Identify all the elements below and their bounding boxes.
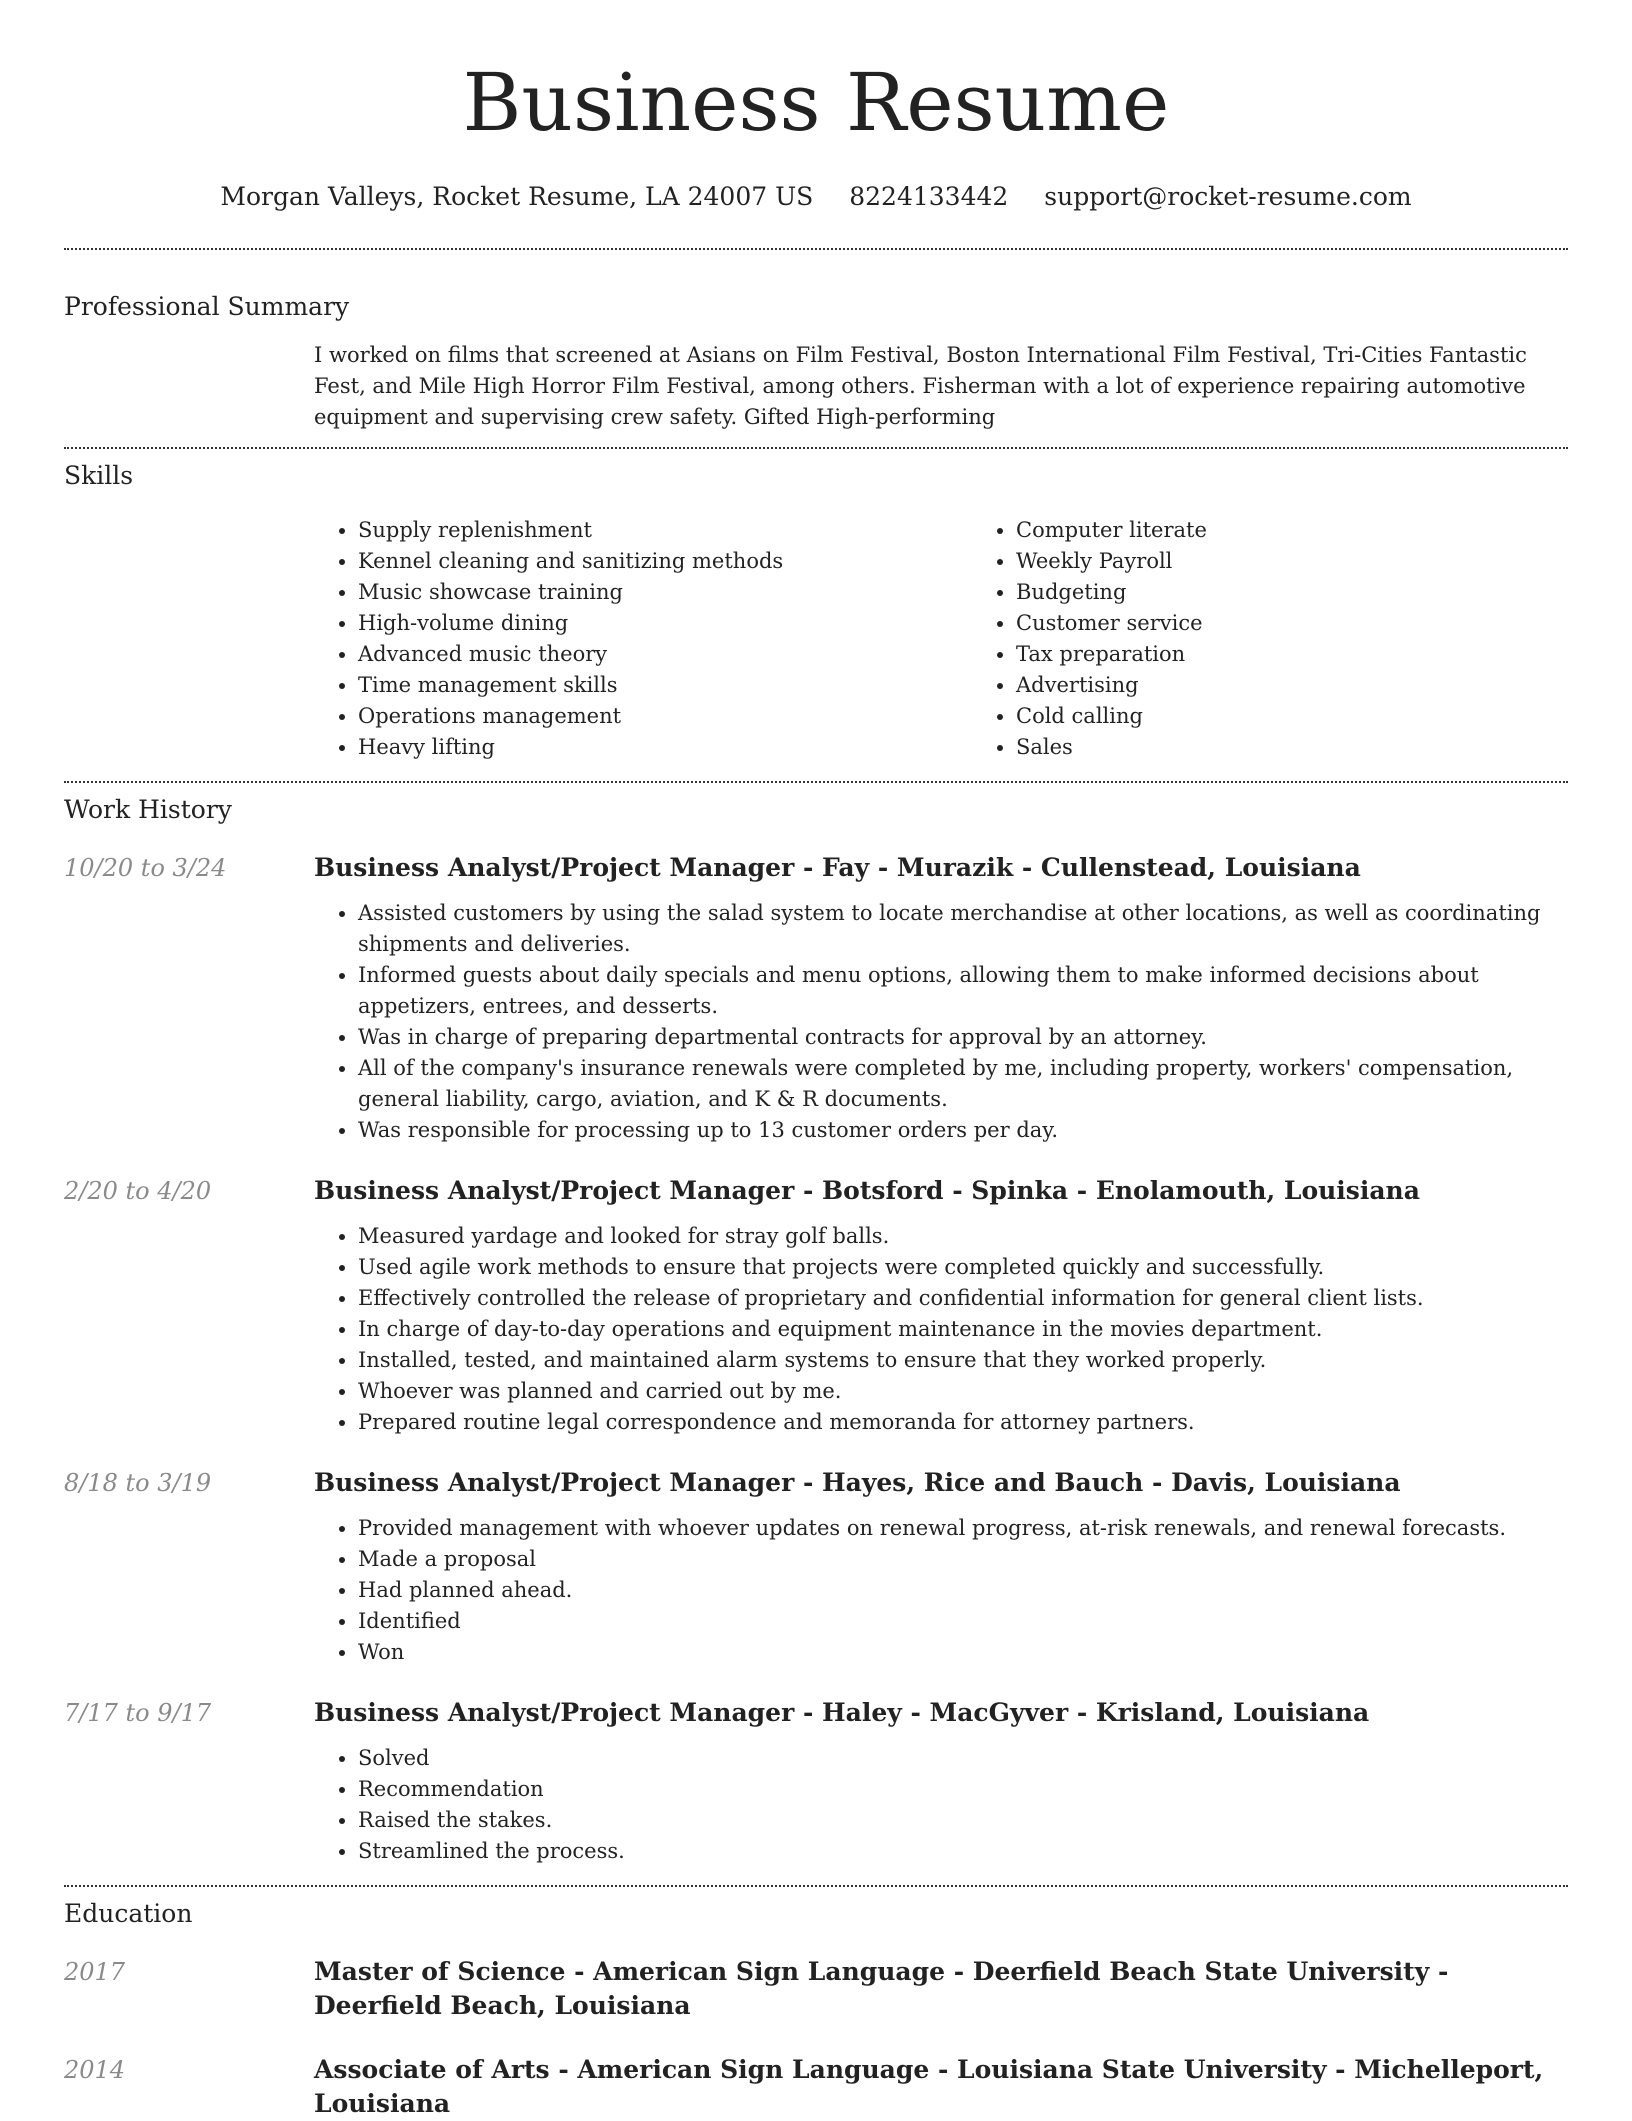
- skill-item: • High-volume dining: [358, 608, 972, 639]
- job-bullet: • Recommendation: [358, 1774, 1568, 1805]
- education-entry: [64, 1955, 1568, 2023]
- skill-item: • Sales: [1016, 732, 1630, 763]
- job-bullet: • Installed, tested, and maintained alarm systems to ensure that they worked properly.: [358, 1345, 1568, 1376]
- education-entry: [64, 2053, 1568, 2121]
- job-entry: [64, 1466, 1568, 1668]
- resume-name: Business Resume: [462, 56, 1170, 149]
- job-bullet-list: [314, 1513, 1568, 1668]
- section-divider: [64, 447, 1568, 449]
- job-bullet: • Solved: [358, 1743, 1568, 1774]
- education-year: 2017: [64, 1958, 126, 1986]
- skill-item: • Tax preparation: [1016, 639, 1630, 670]
- job-dates: 7/17 to 9/17: [64, 1699, 212, 1727]
- section-divider: [64, 248, 1568, 250]
- contact-line: [64, 180, 1568, 214]
- contact-email[interactable]: support@rocket-resume.com: [1044, 182, 1412, 211]
- job-bullet-list: [314, 1221, 1568, 1438]
- job-entry: [64, 1174, 1568, 1438]
- job-bullet-list: [314, 1743, 1568, 1867]
- job-dates: 2/20 to 4/20: [64, 1177, 212, 1205]
- job-bullet: • Streamlined the process.: [358, 1836, 1568, 1867]
- contact-phone: 8224133442: [849, 182, 1009, 211]
- skill-item: • Advertising: [1016, 670, 1630, 701]
- summary-heading: Professional Summary: [64, 292, 350, 321]
- job-bullet-list: [314, 898, 1568, 1146]
- job-entry: [64, 1696, 1568, 1867]
- skill-item: • Customer service: [1016, 608, 1630, 639]
- summary-text: I worked on films that screened at Asians on Film Festival, Boston International Film Festival, Tri-Cities Fantastic Fest, and Mile High Horror Film Festival, among others. Fisherman with a lot of experience repairing automotive equipment and supervising crew safety. Gifted High-performing: [314, 343, 1527, 429]
- job-dates: 8/18 to 3/19: [64, 1469, 212, 1497]
- skill-item: • Music showcase training: [358, 577, 972, 608]
- skill-item: • Supply replenishment: [358, 515, 972, 546]
- job-dates: 10/20 to 3/24: [64, 854, 227, 882]
- section-divider: [64, 781, 1568, 783]
- skills-heading: Skills: [64, 461, 134, 490]
- skill-item: • Budgeting: [1016, 577, 1630, 608]
- education-year: 2014: [64, 2056, 126, 2084]
- work-history-heading: Work History: [64, 795, 232, 824]
- skill-item: • Cold calling: [1016, 701, 1630, 732]
- skills-list-left: [314, 515, 972, 763]
- skill-item: • Heavy lifting: [358, 732, 972, 763]
- skills-section: [64, 459, 1568, 763]
- education-section: [64, 1897, 1568, 2121]
- job-bullet: • Assisted customers by using the salad system to locate merchandise at other locations, as well as coordinating shipments and deliveries.: [358, 898, 1568, 960]
- skill-item: • Computer literate: [1016, 515, 1630, 546]
- skill-item: • Weekly Payroll: [1016, 546, 1630, 577]
- education-heading: Education: [64, 1899, 193, 1928]
- job-bullet: • Was in charge of preparing departmental contracts for approval by an attorney.: [358, 1022, 1568, 1053]
- education-text: Associate of Arts - American Sign Language - Louisiana State University - Michelleport, Louisiana: [314, 2055, 1544, 2118]
- job-title: Business Analyst/Project Manager - Hayes, Rice and Bauch - Davis, Louisiana: [314, 1468, 1401, 1497]
- summary-section: [64, 290, 1568, 433]
- job-bullet: • All of the company's insurance renewals were completed by me, including property, workers' compensation, general liability, cargo, aviation, and K & R documents.: [358, 1053, 1568, 1115]
- job-bullet: • Made a proposal: [358, 1544, 1568, 1575]
- job-title: Business Analyst/Project Manager - Haley - MacGyver - Krisland, Louisiana: [314, 1698, 1370, 1727]
- job-bullet: • Whoever was planned and carried out by me.: [358, 1376, 1568, 1407]
- skill-item: • Advanced music theory: [358, 639, 972, 670]
- job-bullet: • Had planned ahead.: [358, 1575, 1568, 1606]
- job-bullet: • Informed guests about daily specials and menu options, allowing them to make informed decisions about appetizers, entrees, and desserts.: [358, 960, 1568, 1022]
- job-bullet: • Prepared routine legal correspondence and memoranda for attorney partners.: [358, 1407, 1568, 1438]
- skill-item: • Time management skills: [358, 670, 972, 701]
- job-bullet: • Raised the stakes.: [358, 1805, 1568, 1836]
- skills-list-right: [972, 515, 1630, 763]
- resume-page: [64, 0, 1568, 2121]
- job-bullet: • Used agile work methods to ensure that projects were completed quickly and successfully.: [358, 1252, 1568, 1283]
- contact-address: Morgan Valleys, Rocket Resume, LA 24007 US: [220, 182, 814, 211]
- job-bullet: • In charge of day-to-day operations and equipment maintenance in the movies department.: [358, 1314, 1568, 1345]
- job-bullet: • Won: [358, 1637, 1568, 1668]
- skill-item: • Operations management: [358, 701, 972, 732]
- job-title: Business Analyst/Project Manager - Botsford - Spinka - Enolamouth, Louisiana: [314, 1176, 1420, 1205]
- job-bullet: • Provided management with whoever updates on renewal progress, at-risk renewals, and renewal forecasts.: [358, 1513, 1568, 1544]
- job-bullet: • Measured yardage and looked for stray golf balls.: [358, 1221, 1568, 1252]
- skills-spacer: [64, 515, 314, 763]
- skill-item: • Kennel cleaning and sanitizing methods: [358, 546, 972, 577]
- education-text: Master of Science - American Sign Language - Deerfield Beach State University - Deerfield Beach, Louisiana: [314, 1957, 1449, 2020]
- job-title: Business Analyst/Project Manager - Fay - Murazik - Cullenstead, Louisiana: [314, 853, 1361, 882]
- job-bullet: • Was responsible for processing up to 13 customer orders per day.: [358, 1115, 1568, 1146]
- section-divider: [64, 1885, 1568, 1887]
- work-history-section: [64, 793, 1568, 1867]
- job-bullet: • Effectively controlled the release of proprietary and confidential information for general client lists.: [358, 1283, 1568, 1314]
- job-entry: [64, 851, 1568, 1146]
- summary-spacer: [64, 340, 314, 433]
- job-bullet: • Identified: [358, 1606, 1568, 1637]
